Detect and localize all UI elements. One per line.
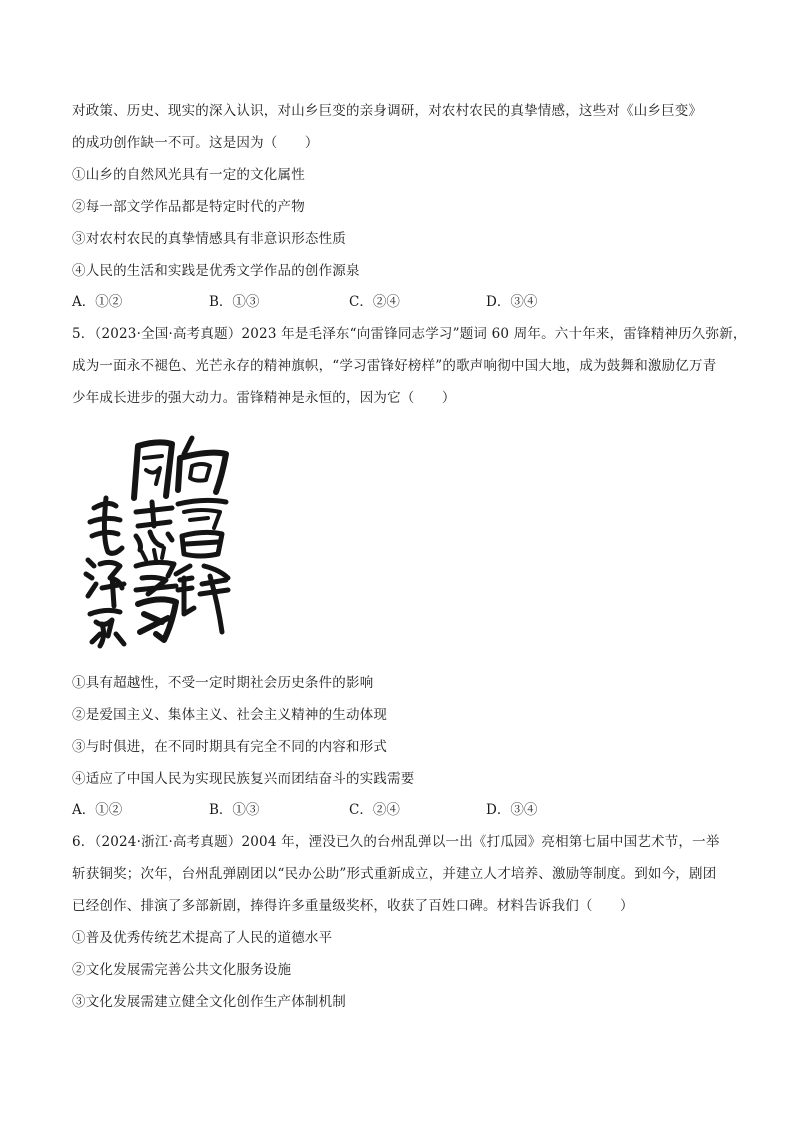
q5-option-4: ④适应了中国人民为实现民族复兴而团结奋斗的实践需要 — [72, 771, 415, 787]
q5-stem-line-3: 少年成长进步的强大动力。雷锋精神是永恒的，因为它（ ） — [72, 390, 456, 406]
q4-choice-b: B．①③ — [209, 294, 260, 310]
q4-option-4: ④人民的生活和实践是优秀文学作品的创作源泉 — [72, 263, 360, 279]
q4-option-2: ②每一部文学作品都是特定时代的产物 — [72, 199, 305, 215]
q5-option-1: ①具有超越性，不受一定时期社会历史条件的影响 — [72, 675, 374, 691]
calligraphy-image — [80, 428, 242, 654]
q5-choice-b: B．①③ — [209, 802, 260, 818]
q4-option-1: ①山乡的自然风光具有一定的文化属性 — [72, 167, 305, 183]
q5-option-2: ②是爱国主义、集体主义、社会主义精神的生动体现 — [72, 707, 388, 723]
q6-option-2: ②文化发展需完善公共文化服务设施 — [72, 962, 292, 978]
q5-choice-d: D．③④ — [486, 802, 538, 818]
q6-stem-line-1: 6．（2024·浙江·高考真题）2004 年，湮没已久的台州乱弹以一出《打瓜园》亮相第七届中国艺术节，一举 — [72, 834, 720, 850]
q5-stem-line-1: 5．（2023·全国·高考真题）2023 年是毛泽东“向雷锋同志学习”题词 60 周年。六十年来，雷锋精神历久弥新， — [72, 326, 747, 342]
q4-stem-line-2: 的成功创作缺一不可。这是因为（ ） — [72, 135, 319, 151]
q4-choices — [72, 292, 732, 312]
q5-choice-c: C．②④ — [349, 802, 400, 818]
q5-stem-line-2: 成为一面永不褪色、光芒永存的精神旗帜，“学习雷锋好榜样”的歌声响彻中国大地，成为鼓舞和激励亿万青 — [72, 358, 717, 374]
q4-choice-d: D．③④ — [486, 294, 538, 310]
q4-stem-line-1: 对政策、历史、现实的深入认识，对山乡巨变的亲身调研，对农村农民的真挚情感，这些对《山乡巨变》 — [72, 103, 703, 119]
q6-stem-line-3: 已经创作、排演了多部新剧，捧得许多重量级奖杯，收获了百姓口碑。材料告诉我们（ ） — [72, 898, 634, 914]
q4-option-3: ③对农村农民的真挚情感具有非意识形态性质 — [72, 231, 346, 247]
q5-option-3: ③与时俱进，在不同时期具有完全不同的内容和形式 — [72, 739, 388, 755]
q5-choice-a: A．①② — [72, 802, 123, 818]
q4-choice-c: C．②④ — [349, 294, 400, 310]
q4-choice-a: A．①② — [72, 294, 123, 310]
q6-option-1: ①普及优秀传统艺术提高了人民的道德水平 — [72, 930, 333, 946]
q6-option-3: ③文化发展需建立健全文化创作生产体制机制 — [72, 994, 346, 1010]
q6-stem-line-2: 斩获铜奖；次年，台州乱弹剧团以“民办公助”形式重新成立，并建立人才培养、激励等制度。到如今，剧团 — [72, 866, 717, 882]
calligraphy-inscription — [80, 428, 242, 654]
q5-choices — [72, 800, 732, 820]
